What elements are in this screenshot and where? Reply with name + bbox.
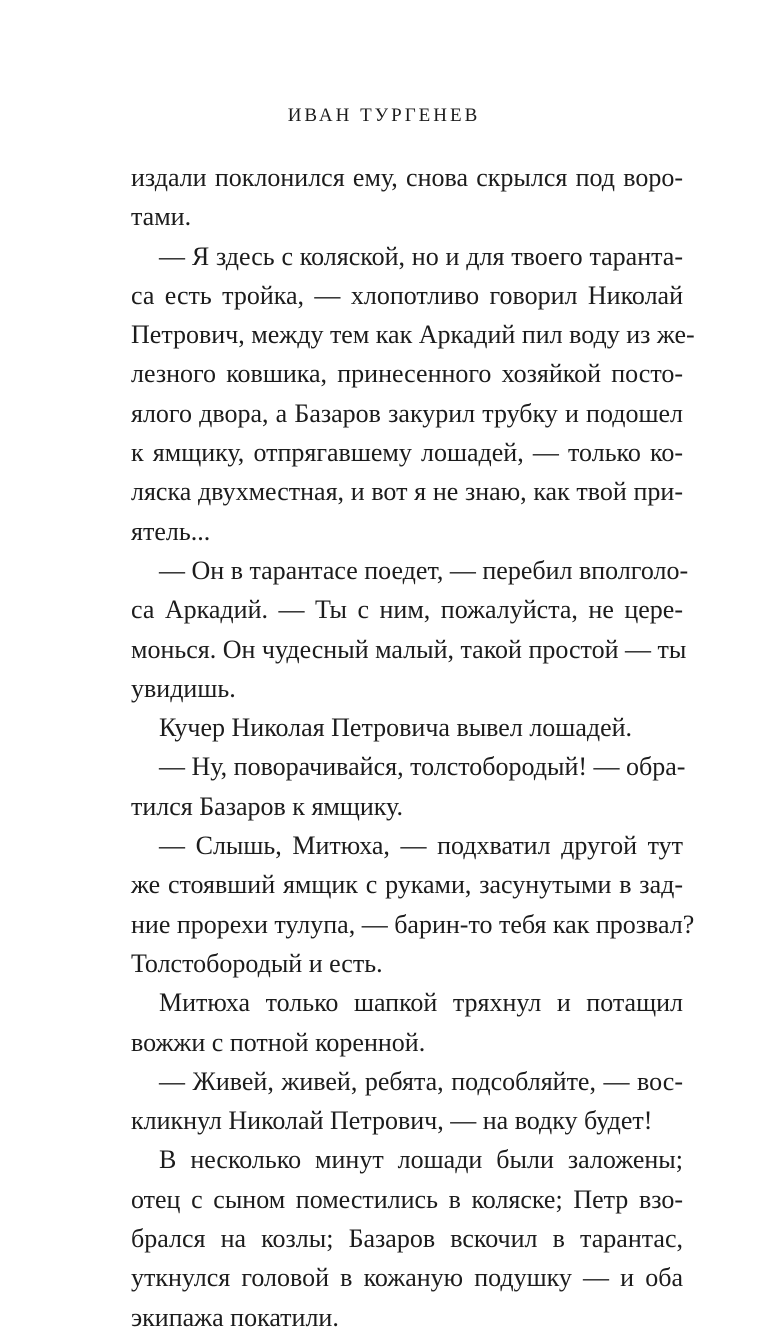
text-line: экипажа покатили.: [131, 1302, 339, 1332]
text-line: В несколько минут лошади были заложены;: [159, 1145, 683, 1175]
text-line: — Я здесь с коляской, но и для твоего таранта-: [159, 241, 683, 271]
text-line: кликнул Николай Петрович, — на водку будет!: [131, 1106, 653, 1136]
text-line: тился Базаров к ямщику.: [131, 791, 403, 821]
text-line: — Слышь, Митюха, — подхватил другой тут: [159, 831, 683, 861]
text-line: же стоявший ямщик с руками, засунутыми в зад-: [131, 870, 683, 900]
text-line: увидишь.: [131, 673, 236, 703]
text-line: са есть тройка, — хлопотливо говорил Николай: [131, 280, 683, 310]
text-line: ятель...: [131, 516, 211, 546]
text-line: брался на козлы; Базаров вскочил в тарантас,: [131, 1224, 683, 1254]
text-line: отец с сыном поместились в коляске; Петр взо-: [131, 1184, 683, 1214]
text-line: Кучер Николая Петровича вывел лошадей.: [159, 713, 633, 743]
text-line: ялого двора, а Базаров закурил трубку и подошел: [131, 398, 683, 428]
text-line: монься. Он чудесный малый, такой простой — ты: [131, 634, 687, 664]
text-line: ние прорехи тулупа, — барин-то тебя как прозвал?: [131, 909, 695, 939]
text-line: Митюха только шапкой тряхнул и потащил: [159, 988, 683, 1018]
text-line: к ямщику, отпрягавшему лошадей, — только ко-: [131, 438, 683, 468]
text-line: са Аркадий. — Ты с ним, пожалуйста, не цере-: [131, 595, 683, 625]
text-line: — Ну, поворачивайся, толстобородый! — обра-: [159, 752, 686, 782]
text-line: лезного ковшика, принесенного хозяйкой посто-: [131, 359, 683, 389]
text-line: ляска двухместная, и вот я не знаю, как твой при-: [131, 477, 683, 507]
text-line: издали поклонился ему, снова скрылся под воро-: [131, 163, 683, 192]
text-line: уткнулся головой в кожаную подушку — и оба: [131, 1263, 683, 1293]
running-head: ИВАН ТУРГЕНЕВ: [287, 105, 481, 126]
text-line: вожжи с потной коренной.: [131, 1027, 426, 1057]
text-line: — Живей, живей, ребята, подсобляйте, — вос-: [159, 1066, 683, 1096]
text-line: Толстобородый и есть.: [131, 948, 383, 978]
text-line: тами.: [131, 202, 192, 232]
text-line: Петрович, между тем как Аркадий пил воду из же-: [131, 320, 695, 350]
text-line: — Он в тарантасе поедет, — перебил вполголо-: [159, 555, 689, 585]
body-text: [131, 158, 695, 1337]
